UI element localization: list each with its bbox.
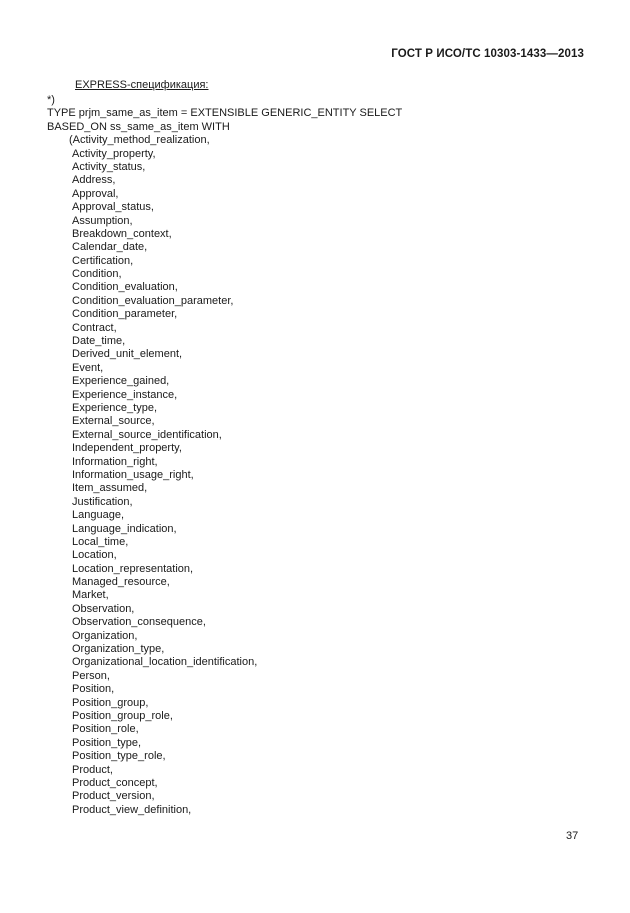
select-item: Product, (72, 763, 113, 776)
select-item: Event, (72, 361, 104, 374)
based-on-line: BASED_ON ss_same_as_item WITH (47, 120, 230, 133)
type-declaration-line: TYPE prjm_same_as_item = EXTENSIBLE GENERIC_ENTITY SELECT (47, 107, 403, 120)
select-item: Approval, (72, 187, 119, 200)
select-items-list (69, 134, 402, 817)
select-item: Location_representation, (72, 562, 194, 575)
select-item: Person, (72, 669, 110, 682)
select-item: Assumption, (72, 214, 133, 227)
select-item: Position_type_role, (72, 750, 166, 763)
select-item: Position, (72, 683, 115, 696)
select-item: Activity_status, (72, 160, 146, 173)
select-item: Justification, (72, 495, 133, 508)
select-item: Condition_evaluation_parameter, (72, 294, 234, 307)
select-item: Organization_type, (72, 643, 165, 656)
select-item: Independent_property, (72, 442, 182, 455)
comment-close-line: *) (47, 94, 55, 106)
select-item: Address, (72, 174, 116, 187)
select-item: (Activity_method_realization, (69, 134, 210, 147)
select-item: Market, (72, 589, 109, 602)
select-item: Language, (72, 509, 124, 522)
select-item: External_source, (72, 415, 155, 428)
select-item: Breakdown_context, (72, 227, 172, 240)
select-item: Position_type, (72, 736, 142, 749)
select-item: Item_assumed, (72, 482, 148, 495)
select-item: Experience_type, (72, 401, 157, 414)
select-item: Managed_resource, (72, 576, 170, 589)
select-item: Position_group_role, (72, 709, 173, 722)
express-code-block (47, 94, 402, 817)
select-item: Experience_instance, (72, 388, 178, 401)
select-item: Calendar_date, (72, 241, 148, 254)
select-item: Observation, (72, 602, 135, 615)
express-spec-label: EXPRESS-спецификация: (75, 79, 209, 91)
select-item: Organization, (72, 629, 138, 642)
select-item: Position_group, (72, 696, 149, 709)
select-item: Approval_status, (72, 201, 154, 214)
select-item: Activity_property, (72, 147, 156, 160)
select-item: Language_indication, (72, 522, 177, 535)
select-item: Derived_unit_element, (72, 348, 183, 361)
select-item: Product_view_definition, (72, 803, 192, 816)
select-item: Information_right, (72, 455, 158, 468)
select-item: Position_role, (72, 723, 139, 736)
select-item: Information_usage_right, (72, 468, 194, 481)
select-item: Organizational_location_identification, (72, 656, 258, 669)
select-item: Product_concept, (72, 776, 158, 789)
select-item: Observation_consequence, (72, 616, 206, 629)
select-item: Location, (72, 549, 117, 562)
select-item: Date_time, (72, 335, 126, 348)
select-item: Local_time, (72, 535, 129, 548)
select-item: Condition_parameter, (72, 308, 178, 321)
select-item: Condition_evaluation, (72, 281, 178, 294)
select-item: Condition, (72, 268, 122, 281)
select-item: Contract, (72, 321, 117, 334)
page-number: 37 (566, 830, 579, 842)
select-item: External_source_identification, (72, 428, 222, 441)
select-item: Certification, (72, 254, 134, 267)
document-standard-id: ГОСТ Р ИСО/ТС 10303-1433—2013 (391, 48, 584, 60)
select-item: Experience_gained, (72, 375, 170, 388)
select-item: Product_version, (72, 790, 155, 803)
